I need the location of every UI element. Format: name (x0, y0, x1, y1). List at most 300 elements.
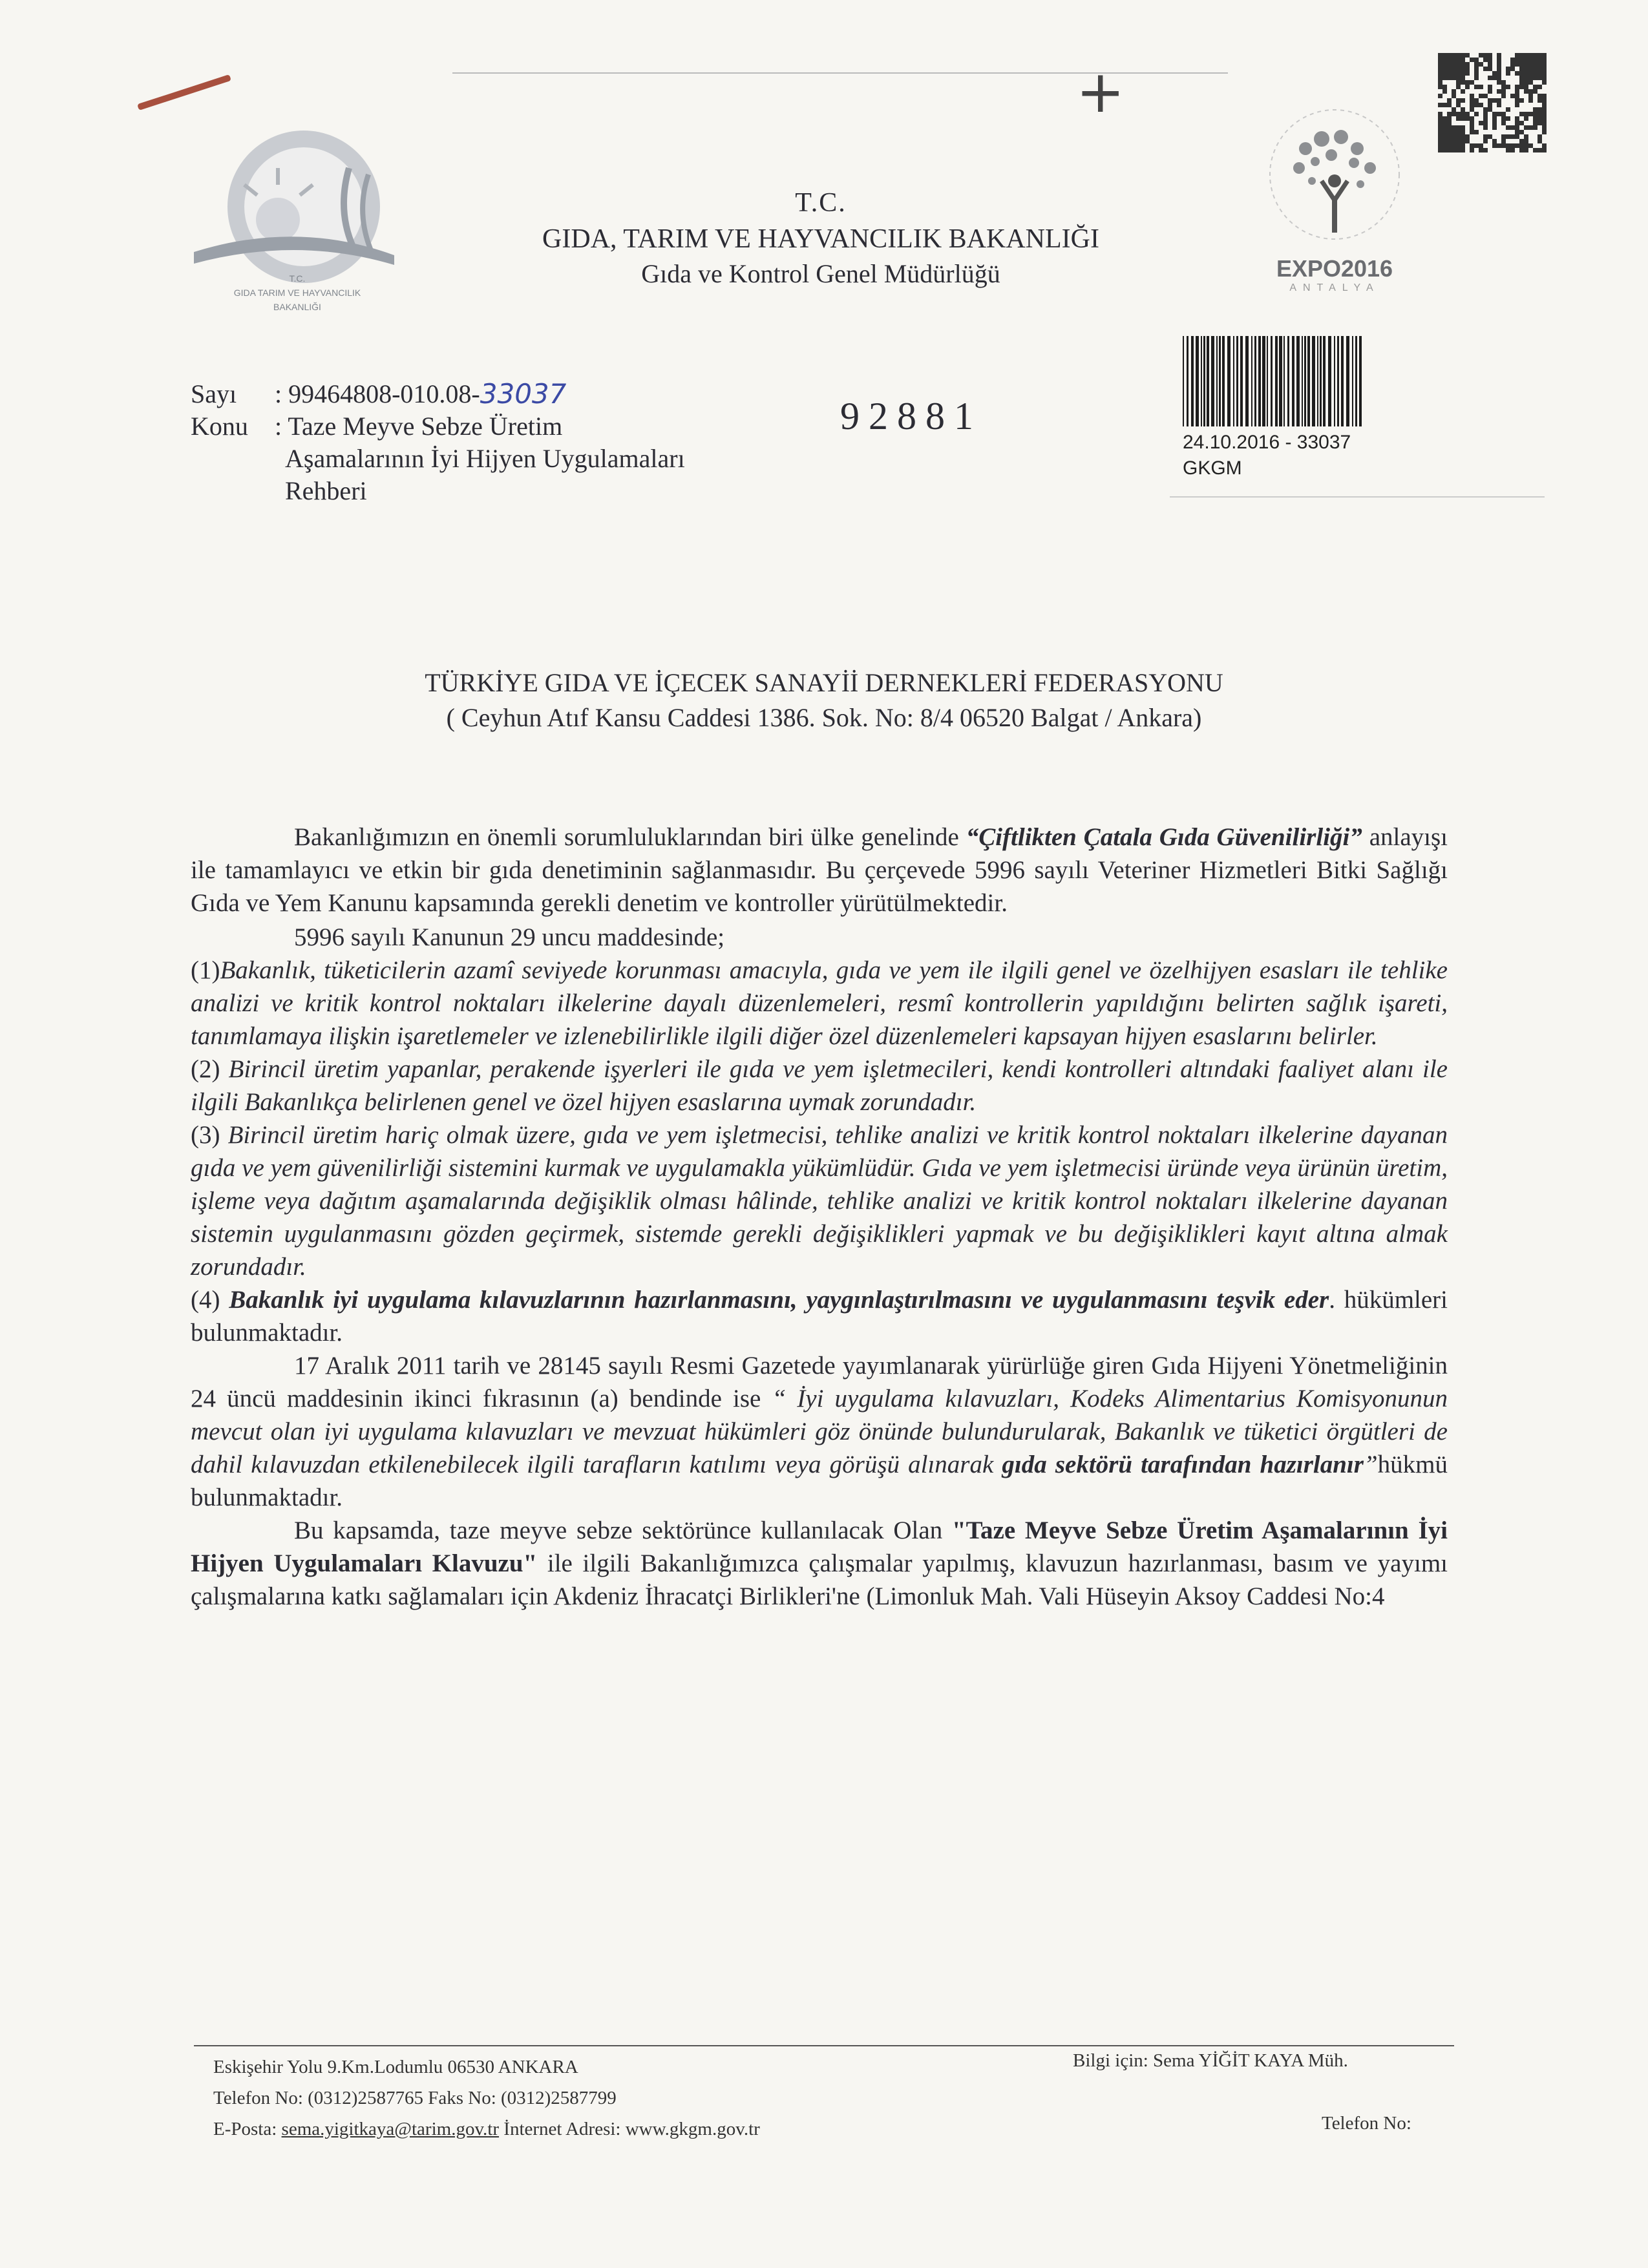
qr-module (1447, 98, 1452, 103)
qr-module (1537, 98, 1542, 103)
konu-label: Konu (191, 412, 248, 441)
qr-module (1452, 89, 1456, 94)
qr-module (1492, 125, 1497, 130)
qr-module (1506, 125, 1510, 130)
qr-module (1470, 107, 1474, 112)
qr-module (1519, 80, 1524, 85)
barcode-bar (1251, 336, 1252, 426)
qr-module (1483, 116, 1488, 121)
qr-module (1461, 143, 1465, 148)
barcode-unit: GKGM (1183, 457, 1242, 479)
barcode-bar (1317, 336, 1318, 426)
qr-module (1456, 143, 1461, 148)
qr-module (1461, 53, 1465, 58)
qr-module (1519, 112, 1524, 116)
qr-module (1465, 112, 1470, 116)
qr-module (1447, 58, 1452, 62)
qr-module (1542, 76, 1547, 80)
qr-module (1524, 148, 1528, 152)
qr-module (1506, 148, 1510, 152)
qr-module (1447, 130, 1452, 134)
qr-module (1442, 116, 1447, 121)
qr-module (1456, 98, 1461, 103)
addressee-name: TÜRKİYE GIDA VE İÇECEK SANAYİİ DERNEKLERİ FEDERASYONU (425, 668, 1223, 697)
qr-module (1524, 71, 1528, 76)
qr-module (1452, 143, 1456, 148)
qr-module (1456, 58, 1461, 62)
qr-module (1519, 53, 1524, 58)
qr-module (1537, 134, 1542, 139)
qr-module (1515, 58, 1519, 62)
qr-module (1465, 80, 1470, 85)
qr-module (1519, 58, 1524, 62)
qr-module (1542, 53, 1547, 58)
qr-module (1515, 103, 1519, 107)
document-meta (191, 378, 685, 507)
qr-module (1442, 130, 1447, 134)
logo-caption: T.C. GIDA TARIM VE HAYVANCILIK BAKANLIĞI (233, 273, 361, 312)
qr-module (1447, 103, 1452, 107)
qr-module (1442, 85, 1447, 89)
cross-mark: + (1076, 58, 1125, 126)
qr-module (1501, 94, 1506, 98)
qr-module (1501, 143, 1506, 148)
qr-module (1510, 125, 1515, 130)
barcode-bar (1352, 336, 1353, 426)
qr-module (1506, 134, 1510, 139)
qr-module (1497, 143, 1501, 148)
qr-module (1533, 58, 1537, 62)
barcode-bar (1245, 336, 1249, 426)
qr-module (1483, 134, 1488, 139)
qr-module (1537, 94, 1542, 98)
barcode-bar (1304, 336, 1306, 426)
qr-module (1461, 134, 1465, 139)
qr-module (1479, 143, 1483, 148)
qr-module (1537, 71, 1542, 76)
expo-city: ANTALYA (1289, 282, 1380, 293)
addressee (0, 666, 1648, 735)
qr-module (1510, 94, 1515, 98)
qr-module (1474, 143, 1479, 148)
qr-module (1452, 62, 1456, 67)
qr-module (1456, 53, 1461, 58)
qr-module (1438, 76, 1442, 80)
qr-module (1456, 148, 1461, 152)
barcode-bar (1271, 336, 1273, 426)
qr-module (1442, 58, 1447, 62)
ministry-header (401, 187, 1241, 289)
qr-module (1452, 107, 1456, 112)
barcode-bar (1312, 336, 1315, 426)
qr-module (1519, 85, 1524, 89)
qr-module (1519, 139, 1524, 143)
barcode-bar (1227, 336, 1231, 426)
qr-module (1438, 80, 1442, 85)
qr-module (1442, 121, 1447, 125)
barcode-bar (1355, 336, 1357, 426)
barcode-bar (1307, 336, 1310, 426)
qr-module (1537, 53, 1542, 58)
qr-module (1519, 98, 1524, 103)
qr-module (1515, 125, 1519, 130)
qr-module (1533, 76, 1537, 80)
qr-module (1479, 148, 1483, 152)
qr-module (1501, 80, 1506, 85)
qr-module (1438, 116, 1442, 121)
qr-module (1488, 107, 1492, 112)
qr-module (1533, 85, 1537, 89)
qr-module (1542, 148, 1547, 152)
qr-module (1524, 58, 1528, 62)
qr-module (1537, 139, 1542, 143)
qr-module (1483, 112, 1488, 116)
sayi-handwritten: 33037 (480, 378, 567, 410)
qr-module (1506, 85, 1510, 89)
barcode-bar (1233, 336, 1234, 426)
qr-module (1488, 103, 1492, 107)
qr-module (1488, 89, 1492, 94)
qr-module (1528, 89, 1533, 94)
barcode-bar (1240, 336, 1243, 426)
qr-module (1438, 103, 1442, 107)
qr-module (1524, 53, 1528, 58)
qr-module (1542, 107, 1547, 112)
qr-module (1479, 121, 1483, 125)
konu-line3: Rehberi (285, 476, 367, 505)
barcode-bar (1191, 336, 1194, 426)
item-3: (3) Birincil üretim hariç olmak üzere, gıda ve yem işletmecisi, tehlike analizi ve kritik kontrol noktaları ilkelerine dayanan gıda ve yem güvenilirliği sistemini kurmak ve uygulamakla yükümlüdür. Gıda ve yem işletmecisi üründe veya ürünün üretim, işleme veya dağıtım aşamalarında değişiklik olması hâlinde, tehlike analizi ve kritik kontrol noktaları ilkelerine dayanan sistemin uygulanmasını gözden geçirmek, sistemde gerekli değişiklikleri yapmak ve bu değişiklikleri kayıt altına almak zorundadır. (191, 1121, 1448, 1281)
qr-module (1452, 67, 1456, 71)
qr-module (1497, 76, 1501, 80)
qr-module (1474, 58, 1479, 62)
qr-module (1483, 94, 1488, 98)
qr-module (1524, 85, 1528, 89)
qr-module (1542, 71, 1547, 76)
qr-module (1438, 139, 1442, 143)
qr-module (1465, 62, 1470, 67)
qr-module (1501, 116, 1506, 121)
qr-module (1452, 53, 1456, 58)
qr-module (1497, 58, 1501, 62)
qr-module (1528, 98, 1533, 103)
barcode-bar (1187, 336, 1188, 426)
qr-module (1533, 67, 1537, 71)
qr-module (1456, 76, 1461, 80)
qr-module (1533, 89, 1537, 94)
qr-module (1542, 143, 1547, 148)
expo-label: EXPO2016 (1276, 255, 1393, 282)
qr-module (1497, 62, 1501, 67)
qr-module (1506, 143, 1510, 148)
qr-module (1537, 58, 1542, 62)
email-link[interactable]: sema.yigitkaya@tarim.gov.tr (281, 2119, 500, 2139)
qr-module (1542, 112, 1547, 116)
qr-module (1497, 80, 1501, 85)
qr-module (1447, 116, 1452, 121)
qr-module (1515, 116, 1519, 121)
qr-module (1461, 130, 1465, 134)
qr-module (1510, 134, 1515, 139)
qr-module (1533, 116, 1537, 121)
barcode-bar (1359, 336, 1362, 426)
qr-module (1528, 94, 1533, 98)
qr-module (1438, 134, 1442, 139)
qr-module (1474, 130, 1479, 134)
barcode-bar (1328, 336, 1331, 426)
qr-module (1452, 76, 1456, 80)
qr-module (1542, 103, 1547, 107)
barcode-bar (1183, 336, 1184, 426)
barcode-bar (1216, 336, 1218, 426)
qr-module (1524, 139, 1528, 143)
qr-module (1542, 67, 1547, 71)
qr-module (1456, 116, 1461, 121)
qr-module (1447, 143, 1452, 148)
qr-module (1442, 89, 1447, 94)
qr-module (1470, 80, 1474, 85)
qr-module (1528, 80, 1533, 85)
qr-module (1488, 85, 1492, 89)
qr-module (1510, 62, 1515, 67)
qr-module (1497, 103, 1501, 107)
qr-module (1533, 125, 1537, 130)
qr-module (1447, 67, 1452, 71)
qr-module (1470, 148, 1474, 152)
qr-module (1461, 67, 1465, 71)
qr-module (1461, 71, 1465, 76)
qr-module (1533, 53, 1537, 58)
qr-module (1524, 80, 1528, 85)
qr-module (1461, 148, 1465, 152)
qr-module (1465, 67, 1470, 71)
qr-module (1537, 76, 1542, 80)
footer-info: Bilgi için: Sema YİĞİT KAYA Müh. (1073, 2050, 1348, 2071)
qr-module (1442, 143, 1447, 148)
qr-module (1497, 53, 1501, 58)
qr-module (1461, 112, 1465, 116)
qr-module (1497, 89, 1501, 94)
qr-module (1447, 139, 1452, 143)
qr-module (1474, 62, 1479, 67)
qr-module (1515, 53, 1519, 58)
qr-module (1438, 148, 1442, 152)
qr-module (1442, 134, 1447, 139)
qr-module (1447, 62, 1452, 67)
qr-module (1524, 134, 1528, 139)
qr-module (1515, 62, 1519, 67)
qr-module (1461, 125, 1465, 130)
qr-module (1524, 112, 1528, 116)
qr-module (1519, 71, 1524, 76)
qr-module (1492, 76, 1497, 80)
qr-module (1488, 62, 1492, 67)
qr-module (1452, 125, 1456, 130)
barcode-bar (1262, 336, 1265, 426)
barcode-bar (1346, 336, 1349, 426)
qr-module (1461, 116, 1465, 121)
qr-module (1497, 71, 1501, 76)
qr-module (1542, 116, 1547, 121)
qr-module (1442, 62, 1447, 67)
qr-module (1474, 85, 1479, 89)
qr-module (1479, 62, 1483, 67)
sayi-value: : 99464808-010.08- (275, 379, 480, 408)
qr-module (1438, 112, 1442, 116)
qr-module (1447, 121, 1452, 125)
addressee-address: ( Ceyhun Atıf Kansu Caddesi 1386. Sok. No: 8/4 06520 Balgat / Ankara) (446, 703, 1202, 732)
qr-module (1524, 76, 1528, 80)
qr-module (1461, 76, 1465, 80)
qr-module (1465, 85, 1470, 89)
qr-module (1456, 134, 1461, 139)
footer-address: Eskişehir Yolu 9.Km.Lodumlu 06530 ANKARA (213, 2057, 578, 2077)
qr-module (1442, 103, 1447, 107)
qr-module (1452, 139, 1456, 143)
qr-module (1515, 143, 1519, 148)
qr-module (1465, 116, 1470, 121)
qr-module (1542, 121, 1547, 125)
qr-module (1528, 76, 1533, 80)
qr-module (1438, 71, 1442, 76)
qr-module (1501, 112, 1506, 116)
qr-module (1474, 103, 1479, 107)
qr-module (1537, 112, 1542, 116)
qr-module (1492, 116, 1497, 121)
qr-module (1542, 125, 1547, 130)
sayi-label: Sayı (191, 379, 237, 408)
qr-module (1438, 121, 1442, 125)
qr-module (1528, 143, 1533, 148)
barcode-bar (1337, 336, 1339, 426)
qr-module (1438, 58, 1442, 62)
qr-module (1542, 62, 1547, 67)
qr-module (1533, 112, 1537, 116)
qr-module (1474, 112, 1479, 116)
qr-module (1456, 62, 1461, 67)
qr-module (1456, 112, 1461, 116)
qr-module (1519, 130, 1524, 134)
qr-module (1488, 67, 1492, 71)
qr-module (1483, 58, 1488, 62)
qr-module (1497, 112, 1501, 116)
directorate-name: Gıda ve Kontrol Genel Müdürlüğü (641, 259, 1000, 288)
qr-module (1501, 89, 1506, 94)
qr-module (1470, 103, 1474, 107)
barcode-bar (1258, 336, 1261, 426)
qr-module (1452, 94, 1456, 98)
qr-module (1515, 89, 1519, 94)
qr-module (1506, 116, 1510, 121)
qr-module (1537, 148, 1542, 152)
qr-module (1470, 58, 1474, 62)
qr-module (1456, 130, 1461, 134)
konu-line1: : Taze Meyve Sebze Üretim (275, 412, 563, 441)
qr-module (1524, 67, 1528, 71)
qr-module (1524, 116, 1528, 121)
qr-module (1492, 71, 1497, 76)
barcode-bar (1284, 336, 1285, 426)
item-1: (1)Bakanlık, tüketicilerin azamî seviyede korunması amacıyla, gıda ve yem ile ilgili genel ve özelhijyen esasları ile tehlike analizi ve kritik kontrol noktaları ilkelerine dayalı düzenlemeleri, resmî kontrollerin yapıldığını belirten sağlık işareti, tanımlamaya ilişkin işaretlemeler ve izlenebilirlikle ilgili diğer özel düzenlemeleri kapsayan hijyen esaslarını belirler. (191, 956, 1448, 1050)
barcode-bar (1211, 336, 1214, 426)
qr-module (1465, 53, 1470, 58)
qr-module (1501, 121, 1506, 125)
qr-module (1470, 130, 1474, 134)
barcode-date: 24.10.2016 - 33037 (1183, 432, 1351, 453)
footer-left (213, 2052, 760, 2145)
qr-module (1479, 85, 1483, 89)
qr-module (1438, 130, 1442, 134)
qr-module (1524, 89, 1528, 94)
qr-module (1470, 121, 1474, 125)
barcode-bar (1219, 336, 1221, 426)
qr-module (1438, 125, 1442, 130)
qr-module (1474, 67, 1479, 71)
qr-module (1510, 67, 1515, 71)
qr-module (1528, 71, 1533, 76)
qr-module (1442, 53, 1447, 58)
qr-module (1501, 139, 1506, 143)
qr-module (1470, 143, 1474, 148)
footer-phone-right: Telefon No: (1322, 2113, 1411, 2134)
qr-module (1537, 121, 1542, 125)
qr-module (1492, 143, 1497, 148)
qr-module (1456, 85, 1461, 89)
qr-module (1442, 71, 1447, 76)
qr-module (1438, 62, 1442, 67)
qr-module (1452, 130, 1456, 134)
qr-module (1519, 121, 1524, 125)
qr-module (1461, 89, 1465, 94)
item-2: (2) Birincil üretim yapanlar, perakende işyerleri ile gıda ve yem işletmecileri, kendi kontrolleri altındaki faaliyet alanı ile ilgili Bakanlıkça belirlenen genel ve özel hijyen esaslarına uymak zorundadır. (191, 1055, 1448, 1116)
qr-module (1528, 125, 1533, 130)
qr-module (1524, 125, 1528, 130)
qr-module (1474, 71, 1479, 76)
qr-module (1542, 80, 1547, 85)
paragraph-4: Bu kapsamda, taze meyve sebze sektörünce kullanılacak Olan "Taze Meyve Sebze Üretim Aşamalarının İyi Hijyen Uygulamaları Klavuzu" ile ilgili Bakanlığımızca çalışmalar yapılmış, klavuzun hazırlanması, basım ve yayımı çalışmalarına katkı sağlamaları için Akdeniz İhracatçi Birlikleri'ne (Limonluk Mah. Vali Hüseyin Aksoy Caddesi No:4 (191, 1517, 1448, 1610)
qr-module (1470, 116, 1474, 121)
qr-module (1447, 71, 1452, 76)
barcode-bar (1196, 336, 1199, 426)
qr-module (1515, 85, 1519, 89)
qr-module (1447, 76, 1452, 80)
qr-module (1492, 121, 1497, 125)
qr-module (1447, 53, 1452, 58)
konu-line2: Aşamalarının İyi Hijyen Uygulamaları (285, 444, 685, 473)
qr-module (1528, 67, 1533, 71)
qr-module (1515, 71, 1519, 76)
qr-module (1501, 134, 1506, 139)
pen-mark (137, 74, 231, 110)
qr-module (1506, 67, 1510, 71)
qr-module (1492, 139, 1497, 143)
qr-module (1533, 107, 1537, 112)
qr-module (1501, 85, 1506, 89)
barcode-bar (1267, 336, 1268, 426)
qr-module (1456, 139, 1461, 143)
barcode-bar (1275, 336, 1278, 426)
qr-module (1461, 62, 1465, 67)
qr-module (1465, 139, 1470, 143)
qr-module (1461, 139, 1465, 143)
qr-module (1470, 98, 1474, 103)
barcode-bar (1296, 336, 1300, 426)
qr-module (1519, 76, 1524, 80)
qr-module (1456, 71, 1461, 76)
qr-module (1533, 121, 1537, 125)
qr-module (1542, 58, 1547, 62)
qr-module (1524, 62, 1528, 67)
